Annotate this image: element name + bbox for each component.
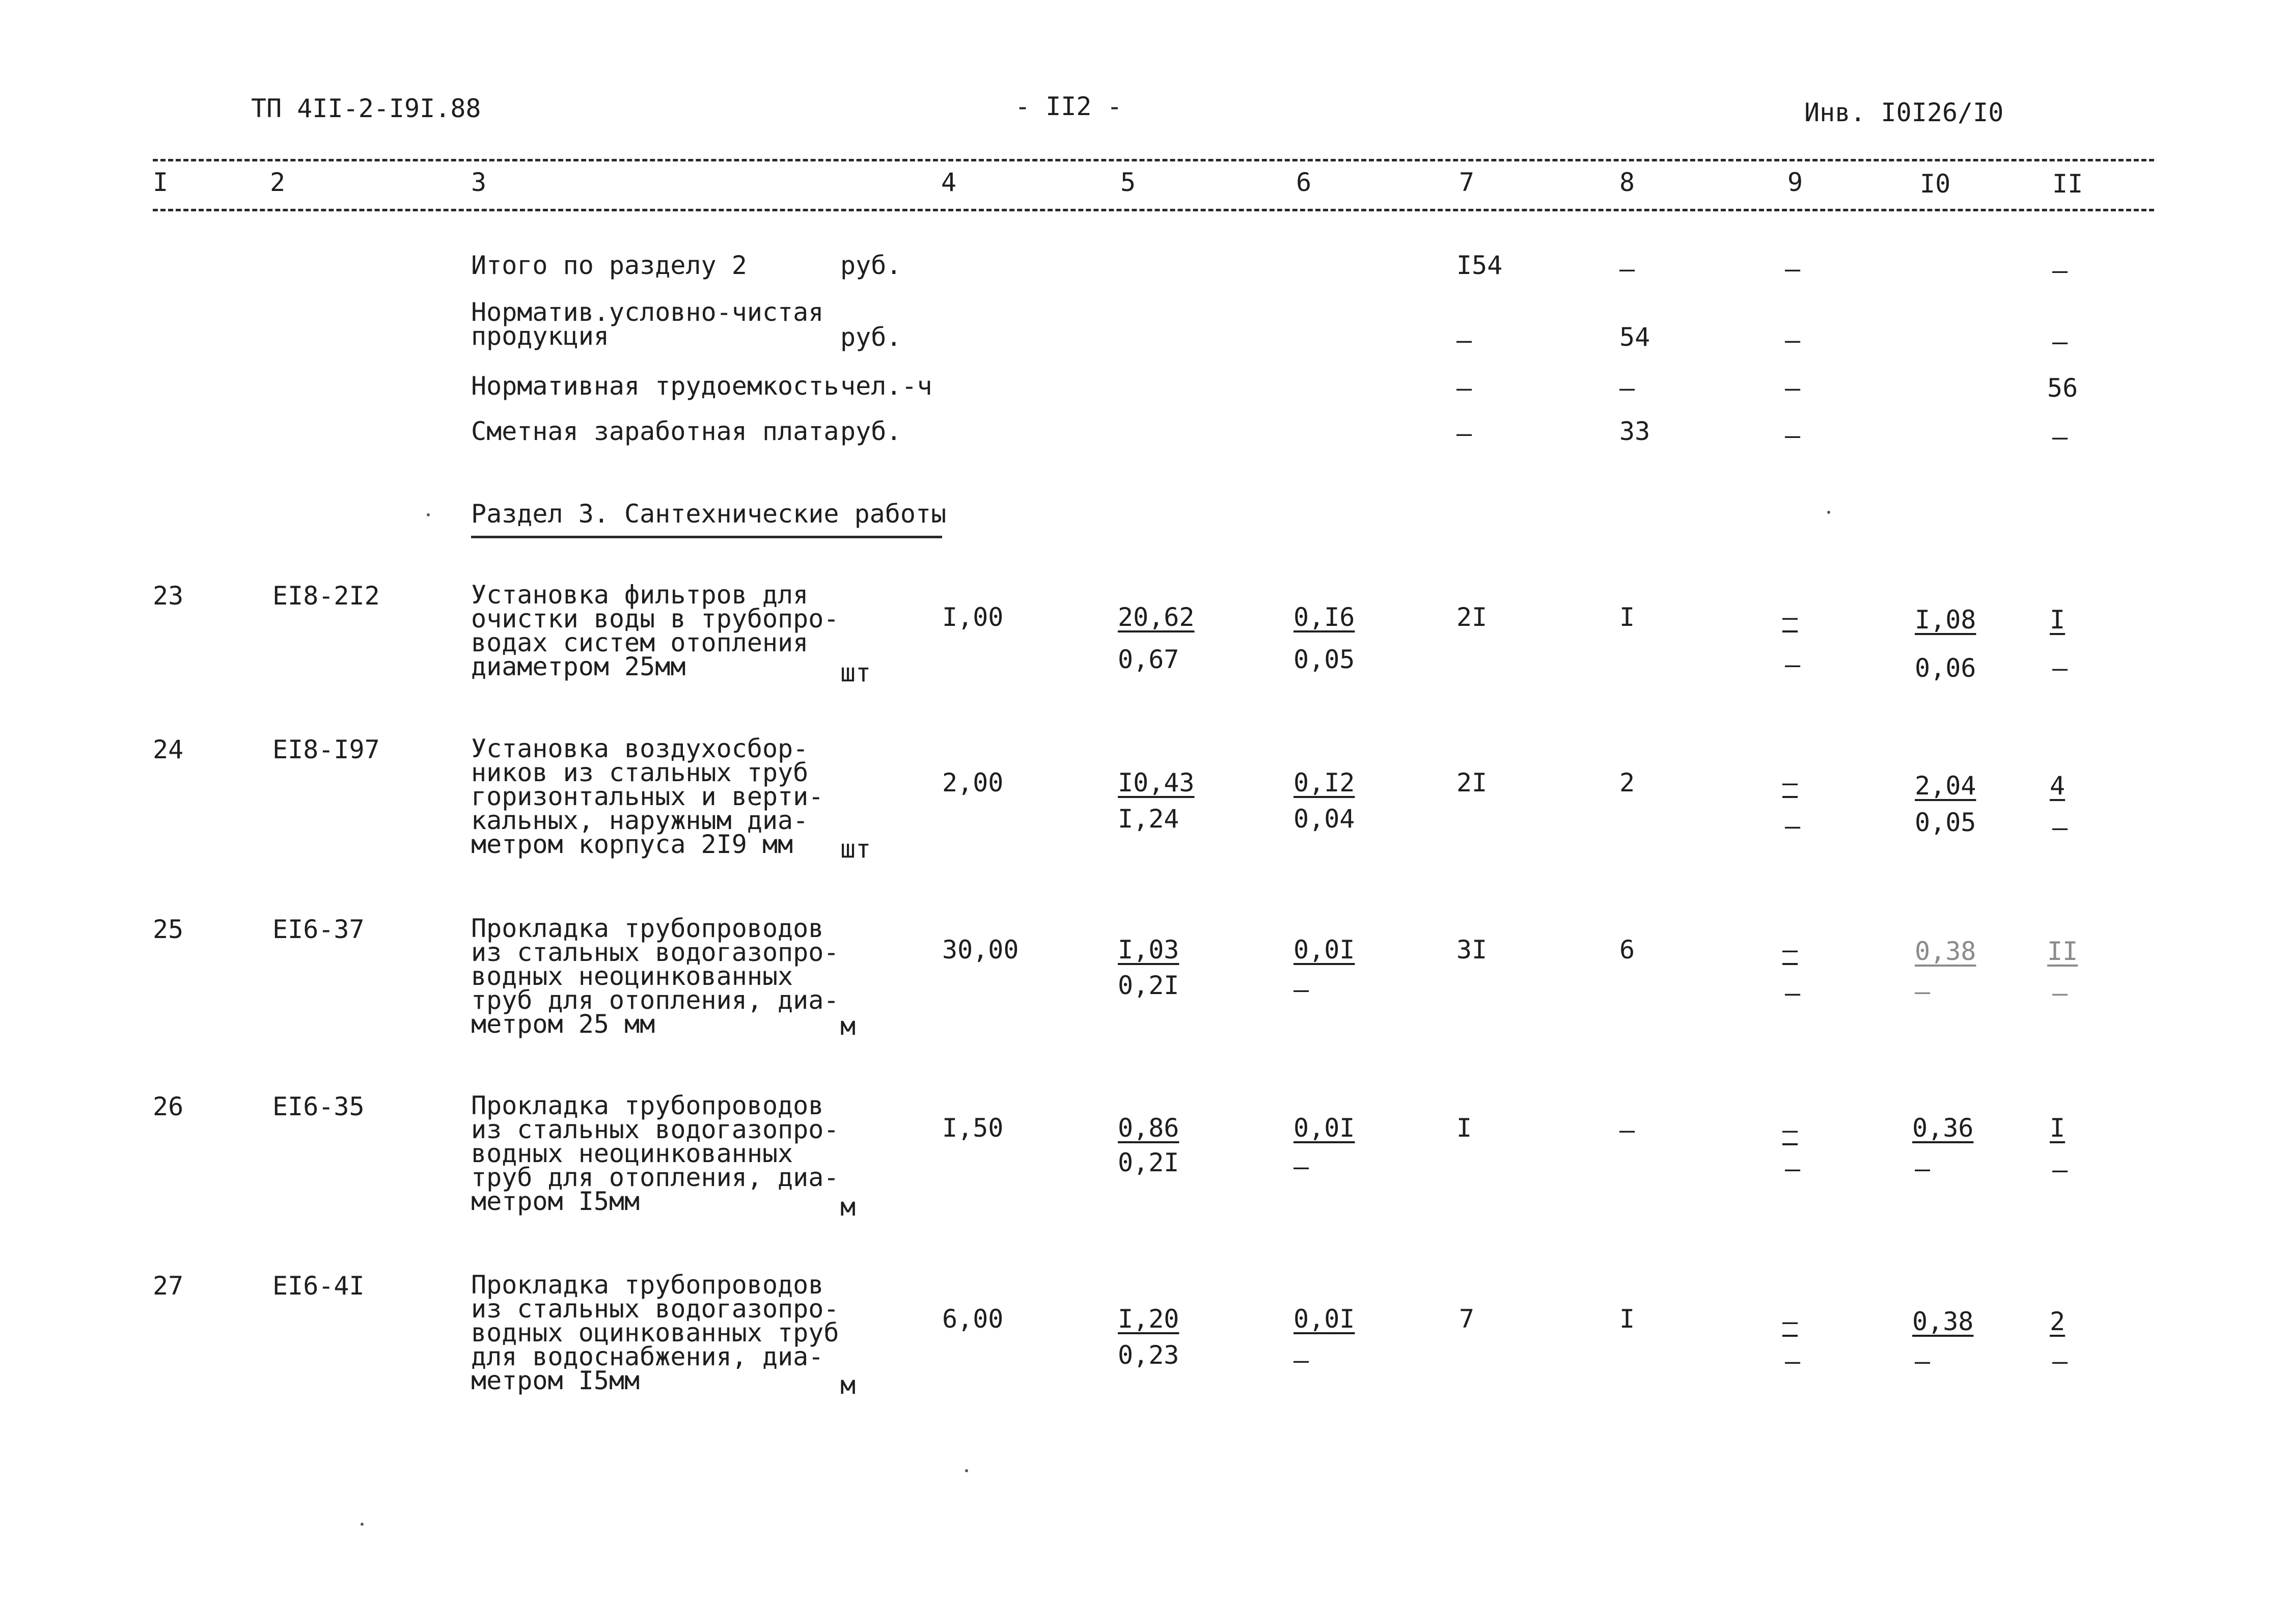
summary-total-c8: – (1619, 254, 1635, 284)
row-26-c6-bot: – (1293, 1152, 1309, 1181)
row-24-desc: Установка воздухосбор- ников из стальных труб горизонтальных и верти- кальных, наружным диа- метром корпуса 2I9 мм (471, 734, 824, 859)
scan-speck (361, 1523, 364, 1526)
row-27-c11-bot: – (2052, 1346, 2068, 1376)
row-27-unit: м (840, 1370, 856, 1400)
row-27-c10-bot: – (1915, 1346, 1931, 1376)
summary-wage-c9: – (1785, 421, 1801, 450)
col-head-3: 3 (471, 168, 487, 197)
summary-nchp-c8: 54 (1619, 322, 1650, 352)
row-23-c9-top: – (1782, 602, 1798, 632)
row-23-c9-bot: – (1785, 650, 1801, 679)
row-25-unit: м (840, 1011, 856, 1041)
row-25-c6-top: 0,0I (1293, 935, 1355, 965)
row-25-code: EI6-37 (272, 915, 365, 944)
col-head-6: 6 (1296, 168, 1312, 197)
row-24-c11-bot: – (2052, 813, 2068, 842)
row-23-c10-top: I,08 (1915, 605, 1976, 635)
row-27-c8: I (1619, 1304, 1635, 1334)
row-27-code: EI6-4I (272, 1271, 365, 1301)
summary-nchp-c9: – (1785, 325, 1801, 355)
summary-labor-c8: – (1619, 373, 1635, 403)
header-rule-top (153, 159, 2154, 161)
doc-code: ТП 4II-2-I9I.88 (251, 94, 481, 123)
summary-wage-c7: – (1456, 419, 1472, 448)
summary-labor-c11: 56 (2047, 373, 2078, 403)
row-25-c10-bot: – (1915, 977, 1931, 1006)
section-title: Раздел 3. Сантехнические работы (471, 499, 947, 529)
row-25-num: 25 (153, 915, 184, 944)
col-head-10: I0 (1920, 169, 1951, 199)
col-head-7: 7 (1459, 168, 1475, 197)
row-24-c9-top: – (1782, 768, 1798, 797)
row-27-c10-top: 0,38 (1912, 1307, 1974, 1336)
summary-total-c11: – (2052, 256, 2068, 285)
col-head-5: 5 (1120, 168, 1136, 197)
scan-speck (965, 1469, 968, 1472)
row-24-c10-bot: 0,05 (1915, 808, 1976, 837)
row-26-c9-bot: – (1785, 1154, 1801, 1183)
row-26-c11-top: I (2050, 1113, 2066, 1143)
row-27-num: 27 (153, 1271, 184, 1301)
row-27-qty: 6,00 (942, 1304, 1004, 1334)
row-23-c5-bot: 0,67 (1118, 645, 1179, 674)
row-27-c6-top: 0,0I (1293, 1304, 1355, 1334)
summary-nchp-name: Норматив.условно-чистая продукция (471, 297, 824, 351)
summary-total-c7: I54 (1456, 251, 1503, 280)
row-25-c5-bot: 0,2I (1118, 971, 1179, 1000)
row-27-desc: Прокладка трубопроводов из стальных водогазопро- водных оцинкованных труб для водоснабжения, диа- метром I5мм (471, 1270, 839, 1395)
row-27-c5-top: I,20 (1118, 1304, 1179, 1334)
summary-labor-c7: – (1456, 373, 1472, 403)
row-23-c11-top: I (2050, 605, 2066, 635)
summary-nchp-c7: – (1456, 325, 1472, 355)
row-26-qty: I,50 (942, 1113, 1004, 1143)
row-27-c5-bot: 0,23 (1118, 1340, 1179, 1370)
row-23-c5-top: 20,62 (1118, 602, 1195, 632)
row-23-desc: Установка фильтров для очистки воды в трубопро- водах систем отопления диаметром 25мм (471, 580, 839, 681)
row-26-c5-bot: 0,2I (1118, 1148, 1179, 1177)
row-23-qty: I,00 (942, 602, 1004, 632)
row-27-c9-bot: – (1785, 1346, 1801, 1376)
row-25-c9-bot: – (1785, 978, 1801, 1008)
row-23-code: EI8-2I2 (272, 581, 380, 611)
row-26-code: EI6-35 (272, 1092, 365, 1121)
col-head-8: 8 (1619, 168, 1635, 197)
row-26-c9-top: – (1782, 1115, 1798, 1145)
row-25-c11-bot: – (2052, 978, 2068, 1008)
row-24-unit: шт (840, 834, 871, 864)
row-26-c6-top: 0,0I (1293, 1113, 1355, 1143)
summary-labor-unit: чел.-ч (840, 371, 932, 401)
row-24-c11-top: 4 (2050, 771, 2066, 801)
summary-total-name: Итого по разделу 2 (471, 251, 747, 280)
row-25-c7: 3I (1456, 935, 1488, 965)
summary-wage-c8: 33 (1619, 417, 1650, 446)
row-26-c10-bot: – (1915, 1154, 1931, 1183)
summary-nchp-unit: руб. (840, 322, 902, 352)
row-25-c9-top: – (1782, 935, 1798, 965)
summary-total-c9: – (1785, 254, 1801, 284)
row-27-c9-top: – (1782, 1307, 1798, 1336)
inventory-number: Инв. I0I26/I0 (1804, 98, 2004, 127)
row-26-c7: I (1456, 1113, 1472, 1143)
row-23-c6-top: 0,I6 (1293, 602, 1355, 632)
row-24-c6-top: 0,I2 (1293, 768, 1355, 797)
col-head-11: II (2052, 169, 2083, 199)
summary-wage-name: Сметная заработная плата (471, 417, 839, 446)
page-number: - II2 - (1015, 92, 1122, 121)
row-24-num: 24 (153, 735, 184, 764)
summary-labor-c9: – (1785, 373, 1801, 403)
row-24-c8: 2 (1619, 768, 1635, 797)
row-23-c11-bot: – (2052, 653, 2068, 683)
row-26-desc: Прокладка трубопроводов из стальных водогазопро- водных неоцинкованных труб для отопления, диа- метром I5мм (471, 1091, 839, 1216)
col-head-1: I (153, 168, 169, 197)
col-head-9: 9 (1787, 168, 1803, 197)
row-24-code: EI8-I97 (272, 735, 380, 764)
row-26-c5-top: 0,86 (1118, 1113, 1179, 1143)
row-23-c6-bot: 0,05 (1293, 645, 1355, 674)
row-26-c10-top: 0,36 (1912, 1113, 1974, 1143)
summary-labor-name: Нормативная трудоемкость (471, 371, 839, 401)
summary-wage-unit: руб. (840, 417, 902, 446)
row-26-c11-bot: – (2052, 1155, 2068, 1185)
row-23-num: 23 (153, 581, 184, 611)
section-title-underline (471, 536, 942, 538)
row-25-desc: Прокладка трубопроводов из стальных водогазопро- водных неоцинкованных труб для отопления, диа- метром 25 мм (471, 914, 839, 1039)
row-24-c6-bot: 0,04 (1293, 804, 1355, 834)
row-27-c7: 7 (1459, 1304, 1475, 1334)
row-27-c6-bot: – (1293, 1345, 1309, 1375)
header-rule-bottom (153, 209, 2154, 211)
scan-speck (427, 513, 430, 516)
col-head-4: 4 (941, 168, 957, 197)
row-23-c10-bot: 0,06 (1915, 653, 1976, 683)
summary-nchp-c11: – (2052, 327, 2068, 356)
row-25-c8: 6 (1619, 935, 1635, 965)
row-25-c11-top: II (2047, 937, 2078, 966)
row-24-qty: 2,00 (942, 768, 1004, 797)
row-26-num: 26 (153, 1092, 184, 1121)
row-26-unit: м (840, 1192, 856, 1222)
scan-speck (1827, 511, 1830, 514)
row-25-c6-bot: – (1293, 975, 1309, 1004)
summary-total-unit: руб. (840, 251, 902, 280)
row-27-c11-top: 2 (2050, 1307, 2066, 1336)
row-24-c5-top: I0,43 (1118, 768, 1195, 797)
row-23-c8: I (1619, 602, 1635, 632)
row-25-c10-top: 0,38 (1915, 937, 1976, 966)
row-23-unit: шт (840, 658, 871, 687)
row-24-c5-bot: I,24 (1118, 804, 1179, 834)
row-25-qty: 30,00 (942, 935, 1019, 965)
row-23-c7: 2I (1456, 602, 1488, 632)
row-24-c9-bot: – (1785, 811, 1801, 841)
row-25-c5-top: I,03 (1118, 935, 1179, 965)
row-24-c7: 2I (1456, 768, 1488, 797)
col-head-2: 2 (270, 168, 286, 197)
row-26-c8: – (1619, 1115, 1635, 1145)
row-24-c10-top: 2,04 (1915, 771, 1976, 801)
summary-wage-c11: – (2052, 422, 2068, 452)
